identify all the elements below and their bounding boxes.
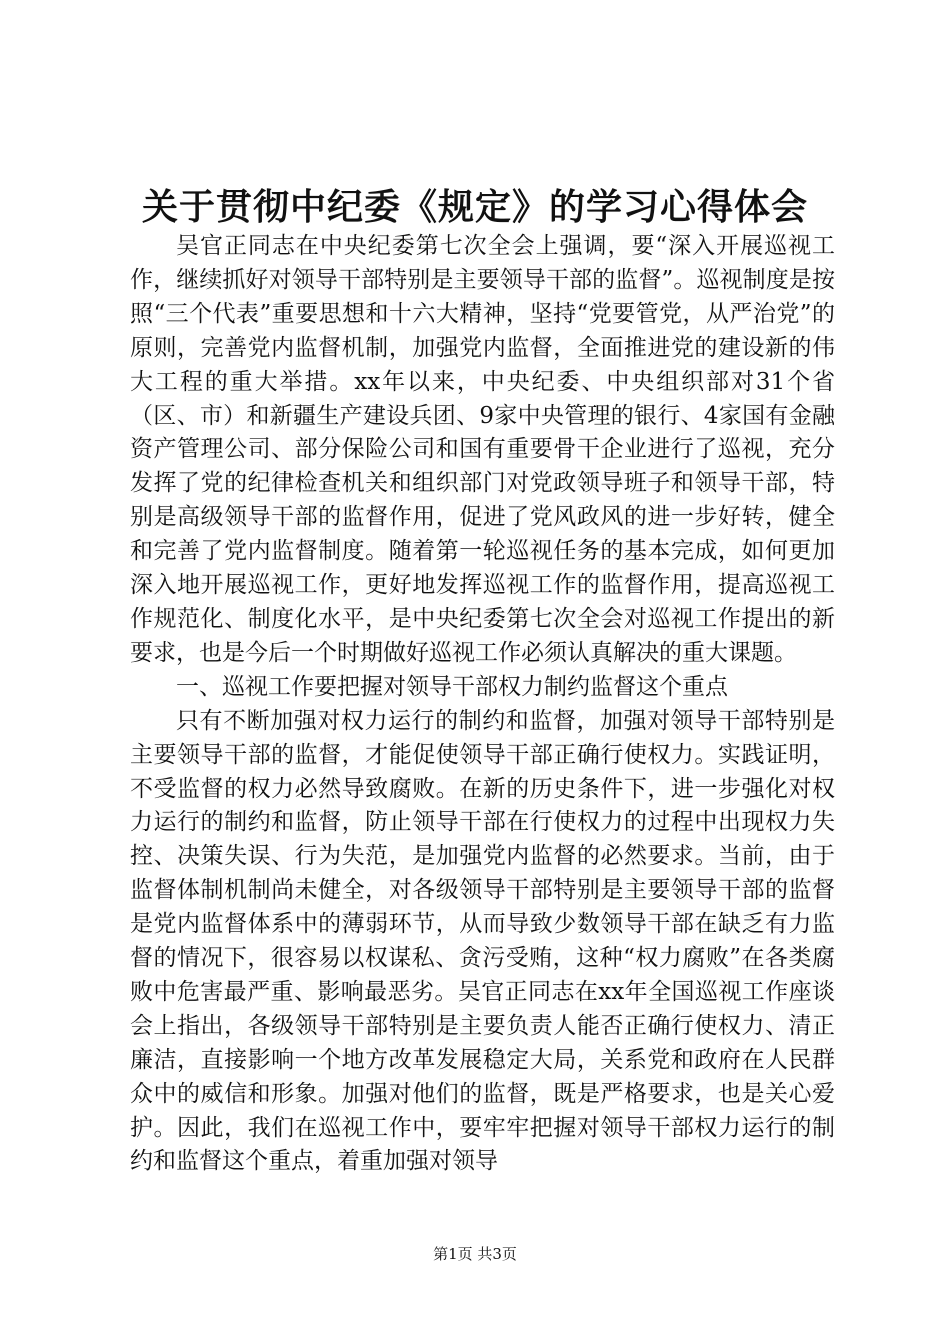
page-footer: 第1页 共3页 — [433, 1245, 517, 1263]
paragraph-section-1: 只有不断加强对权力运行的制约和监督，加强对领导干部特别是主要领导干部的监督，才能促使领导干部正确行使权力。实践证明，不受监督的权力必然导致腐败。在新的历史条件下，进一步强化对权力运行的制约和监督，防止领导干部在行使权力的过程中出现权力失控、决策失误、行为失范，是加强党内监督的必然要求。当前，由于监督体制机制尚未健全，对各级领导干部特别是主要领导干部的监督是党内监督体系中的薄弱环节，从而导致少数领导干部在缺乏有力监督的情况下，很容易以权谋私、贪污受贿，这种“权力腐败”在各类腐败中危害最严重、影响最恶劣。吴官正同志在xx年全国巡视工作座谈会上指出，各级领导干部特别是主要负责人能否正确行使权力、清正廉洁，直接影响一个地方改革发展稳定大局，关系党和政府在人民群众中的威信和形象。加强对他们的监督，既是严格要求，也是关心爱护。因此，我们在巡视工作中，要牢牢把握对领导干部权力运行的制约和监督这个重点，着重加强对领导 — [130, 707, 835, 1175]
section-heading-1: 一、巡视工作要把握对领导干部权力制约监督这个重点 — [176, 673, 728, 700]
document-title: 关于贯彻中纪委《规定》的学习心得体会 — [141, 186, 808, 228]
document-body — [130, 230, 835, 1179]
paragraph-intro: 吴官正同志在中央纪委第七次全会上强调，要“深入开展巡视工作，继续抓好对领导干部特别是主要领导干部的监督”。巡视制度是按照“三个代表”重要思想和十六大精神，坚持“党要管党，从严治党”的原则，完善党内监督机制，加强党内监督，全面推进党的建设新的伟大工程的重大举措。xx年以来，中央纪委、中央组织部对31个省（区、市）和新疆生产建设兵团、9家中央管理的银行、4家国有金融资产管理公司、部分保险公司和国有重要骨干企业进行了巡视，充分发挥了党的纪律检查机关和组织部门对党政领导班子和领导干部，特别是高级领导干部的监督作用，促进了党风政风的进一步好转，健全和完善了党内监督制度。随着第一轮巡视任务的基本完成，如何更加深入地开展巡视工作，更好地发挥巡视工作的监督作用，提高巡视工作规范化、制度化水平，是中央纪委第七次全会对巡视工作提出的新要求，也是今后一个时期做好巡视工作必须认真解决的重大课题。 — [130, 233, 835, 666]
